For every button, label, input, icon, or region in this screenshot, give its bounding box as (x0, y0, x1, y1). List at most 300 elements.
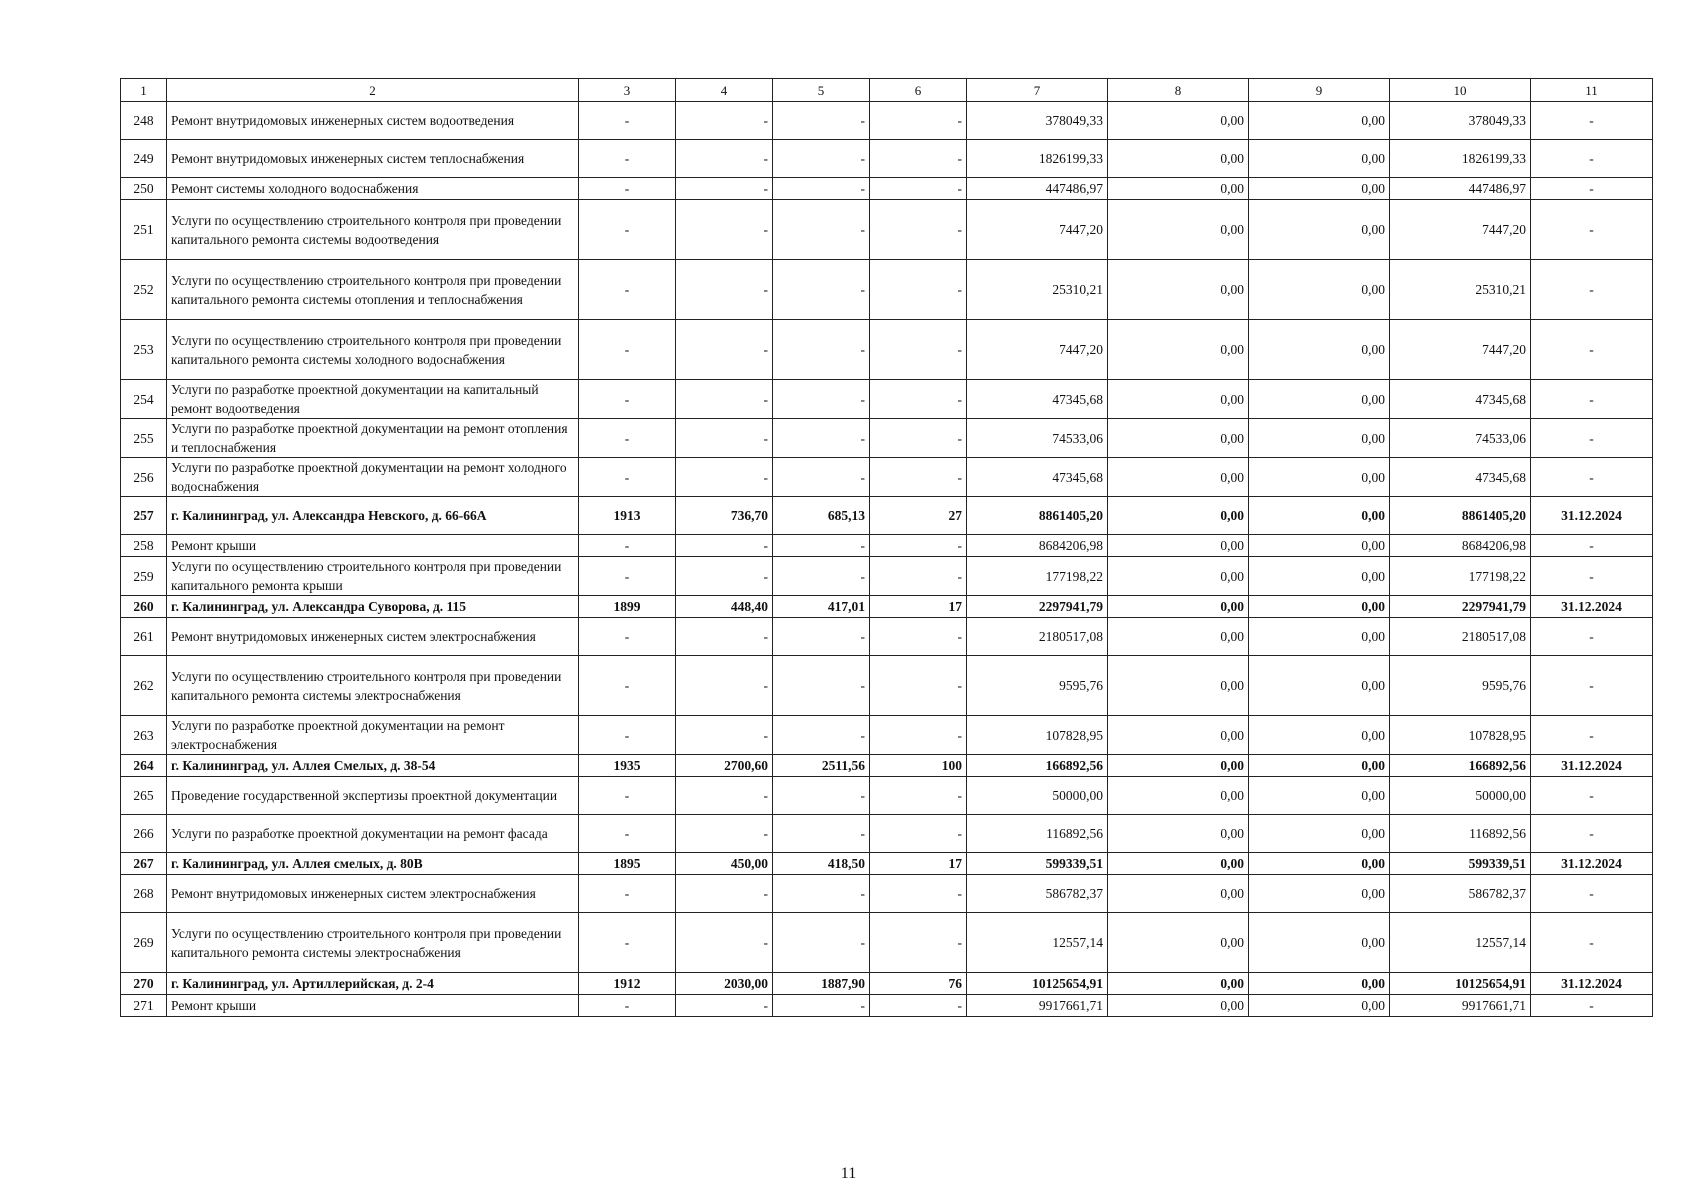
cost-column-8-cell: 0,00 (1108, 777, 1249, 815)
living-area-cell: 417,01 (773, 596, 870, 618)
cost-column-10-cell: 7447,20 (1390, 200, 1531, 260)
year-built-cell: - (579, 419, 676, 458)
year-built-cell: - (579, 200, 676, 260)
living-area-cell: - (773, 535, 870, 557)
completion-date-cell: - (1531, 200, 1653, 260)
total-cost-cell: 2180517,08 (967, 618, 1108, 656)
completion-date-cell: - (1531, 535, 1653, 557)
object-name-cell: Услуги по осуществлению строительного контроля при проведении капитального ремонта системы электроснабжения (167, 656, 579, 716)
cost-column-9-cell: 0,00 (1249, 320, 1390, 380)
total-area-cell: - (676, 178, 773, 200)
completion-date-cell: 31.12.2024 (1531, 596, 1653, 618)
residents-cell: - (870, 535, 967, 557)
completion-date-cell: - (1531, 320, 1653, 380)
table-row (121, 320, 1653, 380)
object-name-cell: Услуги по разработке проектной документации на ремонт холодного водоснабжения (167, 458, 579, 497)
total-area-cell: - (676, 995, 773, 1017)
table-row (121, 557, 1653, 596)
cost-column-9-cell: 0,00 (1249, 140, 1390, 178)
residents-cell: - (870, 140, 967, 178)
total-area-cell: - (676, 716, 773, 755)
completion-date-cell: 31.12.2024 (1531, 973, 1653, 995)
table-row (121, 380, 1653, 419)
living-area-cell: - (773, 815, 870, 853)
total-area-cell: - (676, 419, 773, 458)
column-number-header-row (121, 79, 1653, 102)
year-built-cell: 1935 (579, 755, 676, 777)
total-cost-cell: 47345,68 (967, 458, 1108, 497)
cost-column-10-cell: 9917661,71 (1390, 995, 1531, 1017)
cost-column-10-cell: 47345,68 (1390, 380, 1531, 419)
row-number-cell: 270 (121, 973, 167, 995)
table-row (121, 535, 1653, 557)
total-cost-cell: 8684206,98 (967, 535, 1108, 557)
residents-cell: - (870, 178, 967, 200)
table-row (121, 260, 1653, 320)
living-area-cell: 2511,56 (773, 755, 870, 777)
row-number-cell: 262 (121, 656, 167, 716)
cost-column-10-cell: 8861405,20 (1390, 497, 1531, 535)
cost-column-10-cell: 2297941,79 (1390, 596, 1531, 618)
total-area-cell: - (676, 260, 773, 320)
total-area-cell: - (676, 320, 773, 380)
object-name-cell: Услуги по разработке проектной документации на ремонт электроснабжения (167, 716, 579, 755)
residents-cell: - (870, 102, 967, 140)
year-built-cell: - (579, 875, 676, 913)
total-area-cell: - (676, 535, 773, 557)
cost-column-9-cell: 0,00 (1249, 755, 1390, 777)
cost-column-8-cell: 0,00 (1108, 380, 1249, 419)
cost-column-10-cell: 599339,51 (1390, 853, 1531, 875)
object-name-cell: г. Калининград, ул. Артиллерийская, д. 2-4 (167, 973, 579, 995)
year-built-cell: 1895 (579, 853, 676, 875)
completion-date-cell: 31.12.2024 (1531, 497, 1653, 535)
residents-cell: - (870, 200, 967, 260)
cost-column-8-cell: 0,00 (1108, 875, 1249, 913)
table-row (121, 716, 1653, 755)
completion-date-cell: 31.12.2024 (1531, 853, 1653, 875)
total-cost-cell: 12557,14 (967, 913, 1108, 973)
total-cost-cell: 10125654,91 (967, 973, 1108, 995)
living-area-cell: - (773, 200, 870, 260)
living-area-cell: - (773, 656, 870, 716)
table-row (121, 913, 1653, 973)
cost-column-9-cell: 0,00 (1249, 200, 1390, 260)
row-number-cell: 254 (121, 380, 167, 419)
cost-column-10-cell: 47345,68 (1390, 458, 1531, 497)
living-area-cell: - (773, 102, 870, 140)
object-name-cell: г. Калининград, ул. Аллея Смелых, д. 38-54 (167, 755, 579, 777)
total-area-cell: - (676, 777, 773, 815)
object-name-cell: Услуги по разработке проектной документации на ремонт фасада (167, 815, 579, 853)
cost-column-10-cell: 447486,97 (1390, 178, 1531, 200)
cost-column-9-cell: 0,00 (1249, 618, 1390, 656)
residents-cell: - (870, 380, 967, 419)
cost-column-9-cell: 0,00 (1249, 557, 1390, 596)
column-header-1: 1 (121, 79, 167, 102)
total-area-cell: 2030,00 (676, 973, 773, 995)
cost-column-8-cell: 0,00 (1108, 419, 1249, 458)
year-built-cell: - (579, 535, 676, 557)
cost-column-8-cell: 0,00 (1108, 320, 1249, 380)
cost-column-8-cell: 0,00 (1108, 755, 1249, 777)
cost-column-8-cell: 0,00 (1108, 497, 1249, 535)
object-name-cell: Услуги по осуществлению строительного контроля при проведении капитального ремонта системы электроснабжения (167, 913, 579, 973)
column-header-10: 10 (1390, 79, 1531, 102)
table-row (121, 178, 1653, 200)
column-header-8: 8 (1108, 79, 1249, 102)
column-header-5: 5 (773, 79, 870, 102)
living-area-cell: 1887,90 (773, 973, 870, 995)
row-number-cell: 259 (121, 557, 167, 596)
cost-column-8-cell: 0,00 (1108, 458, 1249, 497)
completion-date-cell: - (1531, 618, 1653, 656)
living-area-cell: - (773, 995, 870, 1017)
completion-date-cell: - (1531, 815, 1653, 853)
year-built-cell: - (579, 320, 676, 380)
object-name-cell: Ремонт внутридомовых инженерных систем электроснабжения (167, 875, 579, 913)
object-name-cell: Услуги по осуществлению строительного контроля при проведении капитального ремонта системы холодного водоснабжения (167, 320, 579, 380)
cost-column-9-cell: 0,00 (1249, 913, 1390, 973)
cost-column-8-cell: 0,00 (1108, 913, 1249, 973)
cost-column-9-cell: 0,00 (1249, 380, 1390, 419)
total-cost-cell: 116892,56 (967, 815, 1108, 853)
address-row (121, 853, 1653, 875)
total-area-cell: - (676, 458, 773, 497)
column-header-7: 7 (967, 79, 1108, 102)
cost-column-9-cell: 0,00 (1249, 102, 1390, 140)
column-header-3: 3 (579, 79, 676, 102)
completion-date-cell: - (1531, 419, 1653, 458)
cost-column-8-cell: 0,00 (1108, 973, 1249, 995)
year-built-cell: - (579, 815, 676, 853)
living-area-cell: - (773, 178, 870, 200)
row-number-cell: 248 (121, 102, 167, 140)
completion-date-cell: - (1531, 777, 1653, 815)
total-area-cell: - (676, 380, 773, 419)
year-built-cell: - (579, 102, 676, 140)
object-name-cell: г. Калининград, ул. Аллея смелых, д. 80В (167, 853, 579, 875)
year-built-cell: - (579, 995, 676, 1017)
cost-column-8-cell: 0,00 (1108, 557, 1249, 596)
year-built-cell: - (579, 913, 676, 973)
cost-column-9-cell: 0,00 (1249, 995, 1390, 1017)
total-cost-cell: 9595,76 (967, 656, 1108, 716)
column-header-6: 6 (870, 79, 967, 102)
table-row (121, 875, 1653, 913)
total-area-cell: - (676, 140, 773, 178)
completion-date-cell: - (1531, 458, 1653, 497)
living-area-cell: - (773, 875, 870, 913)
year-built-cell: - (579, 260, 676, 320)
row-number-cell: 256 (121, 458, 167, 497)
residents-cell: 76 (870, 973, 967, 995)
cost-column-9-cell: 0,00 (1249, 656, 1390, 716)
year-built-cell: - (579, 140, 676, 178)
total-area-cell: 450,00 (676, 853, 773, 875)
object-name-cell: Услуги по осуществлению строительного контроля при проведении капитального ремонта системы отопления и теплоснабжения (167, 260, 579, 320)
row-number-cell: 269 (121, 913, 167, 973)
residents-cell: - (870, 875, 967, 913)
completion-date-cell: - (1531, 995, 1653, 1017)
object-name-cell: Услуги по разработке проектной документации на ремонт отопления и теплоснабжения (167, 419, 579, 458)
cost-column-9-cell: 0,00 (1249, 260, 1390, 320)
living-area-cell: - (773, 419, 870, 458)
completion-date-cell: - (1531, 716, 1653, 755)
living-area-cell: - (773, 913, 870, 973)
table-body (121, 79, 1653, 1017)
total-cost-cell: 25310,21 (967, 260, 1108, 320)
cost-column-9-cell: 0,00 (1249, 777, 1390, 815)
residents-cell: - (870, 557, 967, 596)
column-header-11: 11 (1531, 79, 1653, 102)
residents-cell: 17 (870, 596, 967, 618)
total-cost-cell: 447486,97 (967, 178, 1108, 200)
year-built-cell: - (579, 557, 676, 596)
cost-column-10-cell: 166892,56 (1390, 755, 1531, 777)
row-number-cell: 271 (121, 995, 167, 1017)
completion-date-cell: 31.12.2024 (1531, 755, 1653, 777)
residents-cell: - (870, 656, 967, 716)
residents-cell: 100 (870, 755, 967, 777)
total-cost-cell: 74533,06 (967, 419, 1108, 458)
cost-column-8-cell: 0,00 (1108, 656, 1249, 716)
year-built-cell: 1912 (579, 973, 676, 995)
cost-column-10-cell: 177198,22 (1390, 557, 1531, 596)
address-row (121, 596, 1653, 618)
total-cost-cell: 47345,68 (967, 380, 1108, 419)
total-area-cell: - (676, 102, 773, 140)
total-cost-cell: 7447,20 (967, 320, 1108, 380)
object-name-cell: Ремонт внутридомовых инженерных систем водоотведения (167, 102, 579, 140)
row-number-cell: 263 (121, 716, 167, 755)
row-number-cell: 249 (121, 140, 167, 178)
cost-column-8-cell: 0,00 (1108, 618, 1249, 656)
total-cost-cell: 50000,00 (967, 777, 1108, 815)
living-area-cell: 418,50 (773, 853, 870, 875)
year-built-cell: - (579, 458, 676, 497)
cost-column-8-cell: 0,00 (1108, 815, 1249, 853)
object-name-cell: г. Калининград, ул. Александра Невского, д. 66-66А (167, 497, 579, 535)
row-number-cell: 264 (121, 755, 167, 777)
cost-column-8-cell: 0,00 (1108, 178, 1249, 200)
cost-column-8-cell: 0,00 (1108, 535, 1249, 557)
cost-column-9-cell: 0,00 (1249, 458, 1390, 497)
total-cost-cell: 599339,51 (967, 853, 1108, 875)
cost-column-10-cell: 50000,00 (1390, 777, 1531, 815)
row-number-cell: 261 (121, 618, 167, 656)
cost-column-8-cell: 0,00 (1108, 853, 1249, 875)
total-area-cell: - (676, 913, 773, 973)
cost-column-9-cell: 0,00 (1249, 497, 1390, 535)
residents-cell: 17 (870, 853, 967, 875)
row-number-cell: 266 (121, 815, 167, 853)
cost-column-9-cell: 0,00 (1249, 716, 1390, 755)
total-cost-cell: 2297941,79 (967, 596, 1108, 618)
residents-cell: - (870, 913, 967, 973)
total-area-cell: - (676, 200, 773, 260)
cost-column-10-cell: 1826199,33 (1390, 140, 1531, 178)
row-number-cell: 251 (121, 200, 167, 260)
completion-date-cell: - (1531, 178, 1653, 200)
year-built-cell: - (579, 380, 676, 419)
completion-date-cell: - (1531, 260, 1653, 320)
residents-cell: - (870, 458, 967, 497)
table-row (121, 102, 1653, 140)
cost-column-10-cell: 7447,20 (1390, 320, 1531, 380)
year-built-cell: - (579, 178, 676, 200)
row-number-cell: 260 (121, 596, 167, 618)
cost-column-9-cell: 0,00 (1249, 875, 1390, 913)
cost-column-8-cell: 0,00 (1108, 102, 1249, 140)
completion-date-cell: - (1531, 380, 1653, 419)
living-area-cell: 685,13 (773, 497, 870, 535)
living-area-cell: - (773, 716, 870, 755)
cost-column-8-cell: 0,00 (1108, 260, 1249, 320)
table-row (121, 995, 1653, 1017)
cost-column-9-cell: 0,00 (1249, 815, 1390, 853)
total-area-cell: - (676, 557, 773, 596)
row-number-cell: 255 (121, 419, 167, 458)
cost-column-10-cell: 8684206,98 (1390, 535, 1531, 557)
total-area-cell: 736,70 (676, 497, 773, 535)
completion-date-cell: - (1531, 913, 1653, 973)
residents-cell: - (870, 419, 967, 458)
object-name-cell: г. Калининград, ул. Александра Суворова, д. 115 (167, 596, 579, 618)
cost-column-8-cell: 0,00 (1108, 716, 1249, 755)
column-header-2: 2 (167, 79, 579, 102)
living-area-cell: - (773, 458, 870, 497)
object-name-cell: Ремонт крыши (167, 535, 579, 557)
table-row (121, 419, 1653, 458)
row-number-cell: 253 (121, 320, 167, 380)
completion-date-cell: - (1531, 875, 1653, 913)
year-built-cell: - (579, 656, 676, 716)
total-area-cell: - (676, 875, 773, 913)
table-row (121, 618, 1653, 656)
address-row (121, 973, 1653, 995)
table-row (121, 200, 1653, 260)
table-row (121, 140, 1653, 178)
page-number: 11 (840, 1165, 857, 1182)
year-built-cell: - (579, 777, 676, 815)
completion-date-cell: - (1531, 557, 1653, 596)
row-number-cell: 258 (121, 535, 167, 557)
living-area-cell: - (773, 140, 870, 178)
residents-cell: 27 (870, 497, 967, 535)
year-built-cell: - (579, 716, 676, 755)
total-area-cell: 2700,60 (676, 755, 773, 777)
row-number-cell: 250 (121, 178, 167, 200)
cost-column-9-cell: 0,00 (1249, 596, 1390, 618)
residents-cell: - (870, 995, 967, 1017)
completion-date-cell: - (1531, 102, 1653, 140)
cost-column-10-cell: 107828,95 (1390, 716, 1531, 755)
total-cost-cell: 8861405,20 (967, 497, 1108, 535)
cost-column-10-cell: 9595,76 (1390, 656, 1531, 716)
total-cost-cell: 1826199,33 (967, 140, 1108, 178)
object-name-cell: Ремонт внутридомовых инженерных систем электроснабжения (167, 618, 579, 656)
object-name-cell: Проведение государственной экспертизы проектной документации (167, 777, 579, 815)
cost-column-8-cell: 0,00 (1108, 596, 1249, 618)
table-row (121, 458, 1653, 497)
cost-column-10-cell: 25310,21 (1390, 260, 1531, 320)
total-cost-cell: 107828,95 (967, 716, 1108, 755)
cost-column-8-cell: 0,00 (1108, 140, 1249, 178)
total-area-cell: - (676, 656, 773, 716)
object-name-cell: Ремонт внутридомовых инженерных систем теплоснабжения (167, 140, 579, 178)
total-cost-cell: 177198,22 (967, 557, 1108, 596)
total-cost-cell: 586782,37 (967, 875, 1108, 913)
object-name-cell: Ремонт системы холодного водоснабжения (167, 178, 579, 200)
address-row (121, 755, 1653, 777)
cost-column-10-cell: 10125654,91 (1390, 973, 1531, 995)
row-number-cell: 265 (121, 777, 167, 815)
residents-cell: - (870, 716, 967, 755)
table-row (121, 777, 1653, 815)
column-header-4: 4 (676, 79, 773, 102)
cost-column-10-cell: 116892,56 (1390, 815, 1531, 853)
living-area-cell: - (773, 777, 870, 815)
year-built-cell: 1913 (579, 497, 676, 535)
residents-cell: - (870, 777, 967, 815)
object-name-cell: Услуги по осуществлению строительного контроля при проведении капитального ремонта крыши (167, 557, 579, 596)
residents-cell: - (870, 618, 967, 656)
object-name-cell: Услуги по разработке проектной документации на капитальный ремонт водоотведения (167, 380, 579, 419)
table-row (121, 656, 1653, 716)
total-area-cell: - (676, 815, 773, 853)
cost-column-9-cell: 0,00 (1249, 419, 1390, 458)
table-row (121, 815, 1653, 853)
total-area-cell: 448,40 (676, 596, 773, 618)
total-area-cell: - (676, 618, 773, 656)
capital-repair-table (120, 78, 1653, 1017)
object-name-cell: Ремонт крыши (167, 995, 579, 1017)
living-area-cell: - (773, 557, 870, 596)
completion-date-cell: - (1531, 140, 1653, 178)
year-built-cell: 1899 (579, 596, 676, 618)
total-cost-cell: 378049,33 (967, 102, 1108, 140)
total-cost-cell: 7447,20 (967, 200, 1108, 260)
cost-column-8-cell: 0,00 (1108, 995, 1249, 1017)
cost-column-9-cell: 0,00 (1249, 853, 1390, 875)
address-row (121, 497, 1653, 535)
living-area-cell: - (773, 320, 870, 380)
residents-cell: - (870, 320, 967, 380)
living-area-cell: - (773, 380, 870, 419)
column-header-9: 9 (1249, 79, 1390, 102)
completion-date-cell: - (1531, 656, 1653, 716)
living-area-cell: - (773, 260, 870, 320)
total-cost-cell: 9917661,71 (967, 995, 1108, 1017)
living-area-cell: - (773, 618, 870, 656)
row-number-cell: 257 (121, 497, 167, 535)
row-number-cell: 267 (121, 853, 167, 875)
cost-column-10-cell: 2180517,08 (1390, 618, 1531, 656)
cost-column-8-cell: 0,00 (1108, 200, 1249, 260)
row-number-cell: 268 (121, 875, 167, 913)
row-number-cell: 252 (121, 260, 167, 320)
cost-column-10-cell: 12557,14 (1390, 913, 1531, 973)
cost-column-10-cell: 74533,06 (1390, 419, 1531, 458)
cost-column-9-cell: 0,00 (1249, 535, 1390, 557)
cost-column-9-cell: 0,00 (1249, 973, 1390, 995)
cost-column-10-cell: 586782,37 (1390, 875, 1531, 913)
residents-cell: - (870, 815, 967, 853)
cost-column-9-cell: 0,00 (1249, 178, 1390, 200)
year-built-cell: - (579, 618, 676, 656)
total-cost-cell: 166892,56 (967, 755, 1108, 777)
